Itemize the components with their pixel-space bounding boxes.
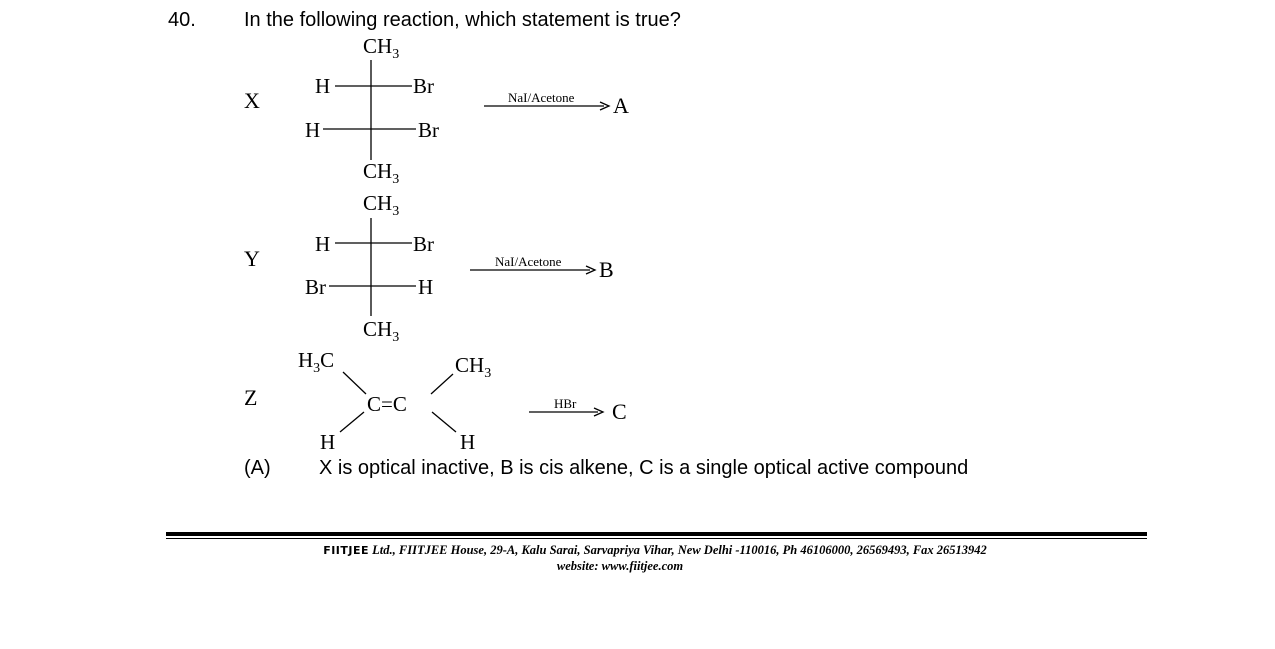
- x-row1-right: Br: [413, 74, 434, 98]
- question-number: 40.: [168, 9, 196, 31]
- reaction-z: [244, 348, 627, 454]
- y-row1-left: H: [315, 232, 331, 256]
- y-row2-right: H: [418, 275, 434, 299]
- option-a-text: X is optical inactive, B is cis alkene, C is a single optical active compound: [319, 457, 969, 479]
- z-reagent: HBr: [554, 396, 577, 411]
- x-reagent: NaI/Acetone: [508, 90, 575, 105]
- z-product: C: [612, 399, 627, 424]
- x-product: A: [613, 93, 629, 118]
- z-bond-lower-left: [340, 412, 364, 432]
- option-a-label: (A): [244, 457, 271, 479]
- x-top-ch3: $CH_3$: [363, 34, 400, 62]
- y-top-ch3: $CH_3$: [363, 191, 400, 219]
- z-bond-lower-right: [432, 412, 456, 432]
- y-bottom-ch3: $CH_3$: [363, 317, 400, 345]
- reaction-y: [244, 191, 614, 345]
- y-row1-right: Br: [413, 232, 434, 256]
- z-bond-upper-right: [431, 374, 453, 394]
- reaction-y-label: Y: [244, 246, 260, 271]
- fiitjee-logo: FIITJEE: [323, 544, 370, 557]
- z-lower-right: H: [460, 430, 476, 454]
- x-bottom-ch3: $CH_3$: [363, 159, 400, 187]
- z-bond-upper-left: [343, 372, 366, 394]
- footer-address-text: Ltd., FIITJEE House, 29-A, Kalu Sarai, Sarvapriya Vihar, New Delhi -110016, Ph 46106000, 26569493, Fax 26513942: [372, 543, 987, 557]
- x-row1-left: H: [315, 74, 331, 98]
- reaction-z-label: Z: [244, 385, 258, 410]
- y-row2-left: Br: [305, 275, 326, 299]
- z-lower-left: H: [320, 430, 336, 454]
- y-reagent: NaI/Acetone: [495, 254, 562, 269]
- reaction-x: [244, 34, 629, 187]
- x-row2-left: H: [305, 118, 321, 142]
- z-upper-left-group: $H_3C$: [298, 348, 335, 376]
- reaction-x-label: X: [244, 88, 260, 113]
- footer-rule-thin: [166, 538, 1147, 539]
- footer-rule-thick: [166, 532, 1147, 536]
- z-double-bond: C=C: [367, 392, 407, 416]
- question-text: In the following reaction, which statement is true?: [244, 9, 681, 31]
- footer-address: [0, 543, 1275, 558]
- x-row2-right: Br: [418, 118, 439, 142]
- z-upper-right-group: $CH_3$: [455, 353, 492, 381]
- y-product: B: [599, 257, 614, 282]
- footer-website: website: www.fiitjee.com: [556, 559, 684, 573]
